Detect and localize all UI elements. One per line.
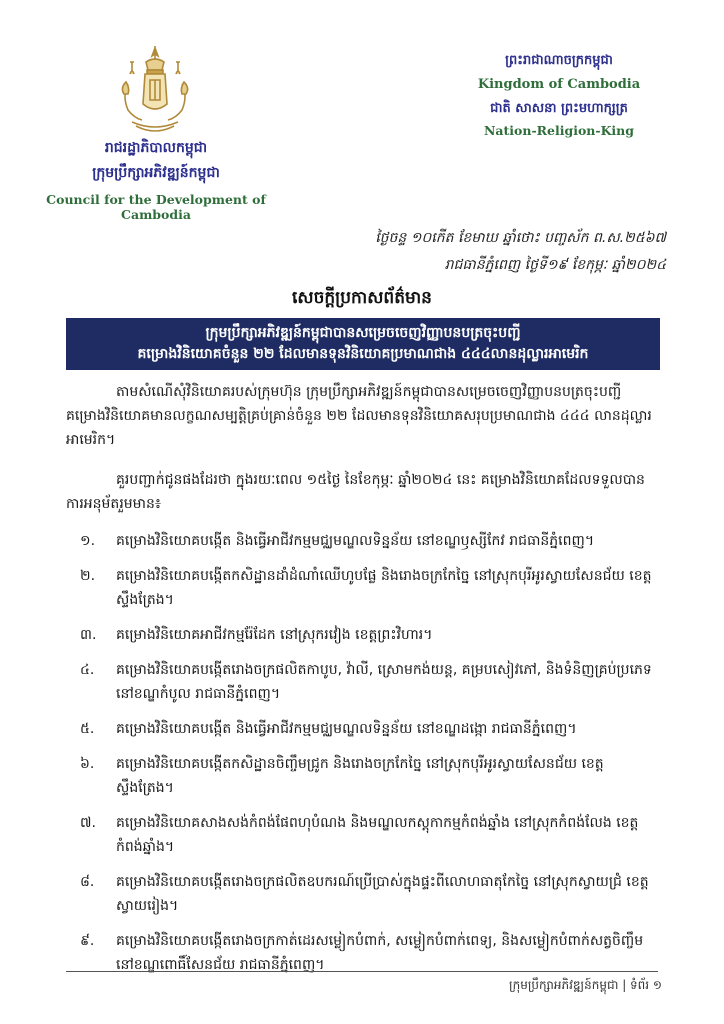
solar-date: រាជធានីភ្នំពេញ ថ្ងៃទី១៩ ខែកុម្ភៈ ឆ្នាំ២០២៤ <box>444 257 666 273</box>
list-item-number: ៧. <box>80 815 96 831</box>
cambodia-royal-emblem-icon <box>110 44 200 136</box>
list-item-number: ៤. <box>80 662 95 678</box>
list-item-text: គម្រោងវិនិយោគសាងសង់កំពង់ផែពហុបំណង និងមណ្ឌលកស្តុកាកម្មកំពង់ឆ្នាំង នៅស្រុកកំពង់លែង ខេត្តកំពង់ឆ្នាំង។ <box>116 815 639 855</box>
approval-paragraph: គួរបញ្ជាក់ជូនផងដែរថា ក្នុងរយៈពេល ១៥ថ្ងៃ នៃខែកុម្ភៈ ឆ្នាំ២០២៤ នេះ គម្រោងវិនិយោគដែលទទួលបានការអនុម័តរួមមាន៖ <box>66 472 645 512</box>
list-item-number: ៦. <box>80 756 95 772</box>
list-item <box>66 623 658 647</box>
page-footer: ក្រុមប្រឹក្សាអភិវឌ្ឍន៍កម្ពុជា | ទំព័រ ១ <box>509 978 662 992</box>
government-name-khmer: រាជរដ្ឋាភិបាលកម្ពុជា <box>104 140 208 156</box>
list-item <box>66 929 658 977</box>
list-item-number: ៩. <box>80 933 95 949</box>
national-motto-english: Nation-Religion-King <box>483 123 635 138</box>
list-item-text: គម្រោងវិនិយោគបង្កើតរោងចក្រកាត់ដេរសម្លៀកបំពាក់, សម្លៀកបំពាក់ពេទ្យ, និងសម្លៀកបំពាក់សត្វចិញ្ចឹម នៅខណ្ឌពោធិ៍សែនជ័យ រាជធានីភ្នំពេញ។ <box>116 933 644 973</box>
list-item <box>66 658 658 706</box>
list-item-text: គម្រោងវិនិយោគបង្កើតរោងចក្រផលិតកាបូប, វ៉ាលី, ស្រោមកង់យន្ត, គម្របសៀវភៅ, និងទំនិញគ្រប់ប្រភេទ នៅខណ្ឌកំបូល រាជធានីភ្នំពេញ។ <box>116 662 652 702</box>
list-item <box>66 752 658 800</box>
list-item <box>66 870 658 918</box>
kingdom-name-khmer: ព្រះរាជាណាចក្រកម្ពុជា <box>505 53 613 68</box>
national-motto-khmer: ជាតិ សាសនា ព្រះមហាក្សត្រ <box>490 101 628 116</box>
project-list <box>66 529 658 988</box>
headline-line-2: គម្រោងវិនិយោគចំនួន ២២ ដែលមានទុនវិនិយោគប្រមាណជាង ៤៤៤លានដុល្លារអាមេរិក <box>137 346 589 362</box>
kingdom-name-english: Kingdom of Cambodia <box>477 77 641 92</box>
list-item-number: ៨. <box>80 874 95 890</box>
list-item-number: ២. <box>80 568 96 584</box>
lunar-date: ថ្ងៃចន្ទ ១០កើត ខែមាឃ ឆ្នាំថោះ បញ្ចស័ក ព.ស.២៥៦៧ <box>375 230 666 246</box>
list-item-text: គម្រោងវិនិយោគបង្កើតកសិដ្ឋានចិញ្ចឹមជ្រូក និងរោងចក្រកែច្នៃ នៅស្រុកបុរីអូរស្វាយសែនជ័យ ខេត្តស្ទឹងត្រែង។ <box>116 756 604 796</box>
council-name-english: Council for the Development of Cambodia <box>46 192 266 222</box>
headline-line-1: ក្រុមប្រឹក្សាអភិវឌ្ឍន៍កម្ពុជាបានសម្រេចចេញវិញ្ញាបនបត្រចុះបញ្ជី <box>205 325 521 341</box>
list-item <box>66 811 658 859</box>
list-item <box>66 529 658 553</box>
footer-divider <box>66 971 658 972</box>
list-item-number: ៥. <box>80 721 95 737</box>
council-name-khmer: ក្រុមប្រឹក្សាអភិវឌ្ឍន៍កម្ពុជា <box>92 165 220 181</box>
list-item-text: គម្រោងវិនិយោគបង្កើតកសិដ្ឋានដាំដំណាំឈើហូបផ្លែ និងរោងចក្រកែច្នៃ នៅស្រុកបុរីអូរស្វាយសែនជ័យ ខេត្តស្ទឹងត្រែង។ <box>116 568 652 608</box>
list-item-number: ៣. <box>80 627 97 643</box>
list-item <box>66 564 658 612</box>
list-item-text: គម្រោងវិនិយោគបង្កើត និងធ្វើអាជីវកម្មមជ្ឈមណ្ឌលទិន្នន័យ នៅខណ្ឌឫស្សីកែវ រាជធានីភ្នំពេញ។ <box>116 533 595 549</box>
intro-paragraph: តាមសំណើសុំវិនិយោគរបស់ក្រុមហ៊ុន ក្រុមប្រឹក្សាអភិវឌ្ឍន៍កម្ពុជាបានសម្រេចចេញវិញ្ញាបនបត្រចុះបញ្ជីគម្រោងវិនិយោគមានលក្ខណសម្បត្តិគ្រប់គ្រាន់ចំនួន ២២ ដែលមានទុនវិនិយោគសរុបប្រមាណជាង ៤៤៤ លានដុល្លារអាមេរិក។ <box>66 384 652 448</box>
document-title: សេចក្តីប្រកាសព័ត៌មាន <box>292 288 432 308</box>
list-item <box>66 717 658 741</box>
list-item-text: គម្រោងវិនិយោគអាជីវកម្មរ៉ែដែក នៅស្រុករវៀង ខេត្តព្រះវិហារ។ <box>116 627 433 643</box>
headline-banner <box>66 318 660 370</box>
list-item-number: ១. <box>80 533 96 549</box>
list-item-text: គម្រោងវិនិយោគបង្កើត និងធ្វើអាជីវកម្មមជ្ឈមណ្ឌលទិន្នន័យ នៅខណ្ឌដង្កោ រាជធានីភ្នំពេញ។ <box>116 721 577 737</box>
list-item-text: គម្រោងវិនិយោគបង្កើតរោងចក្រផលិតឧបករណ៍ប្រើប្រាស់ក្នុងផ្ទះពីលោហធាតុកែច្នៃ នៅស្រុកស្វាយជ្រំ ខេត្តស្វាយរៀង។ <box>116 874 649 914</box>
